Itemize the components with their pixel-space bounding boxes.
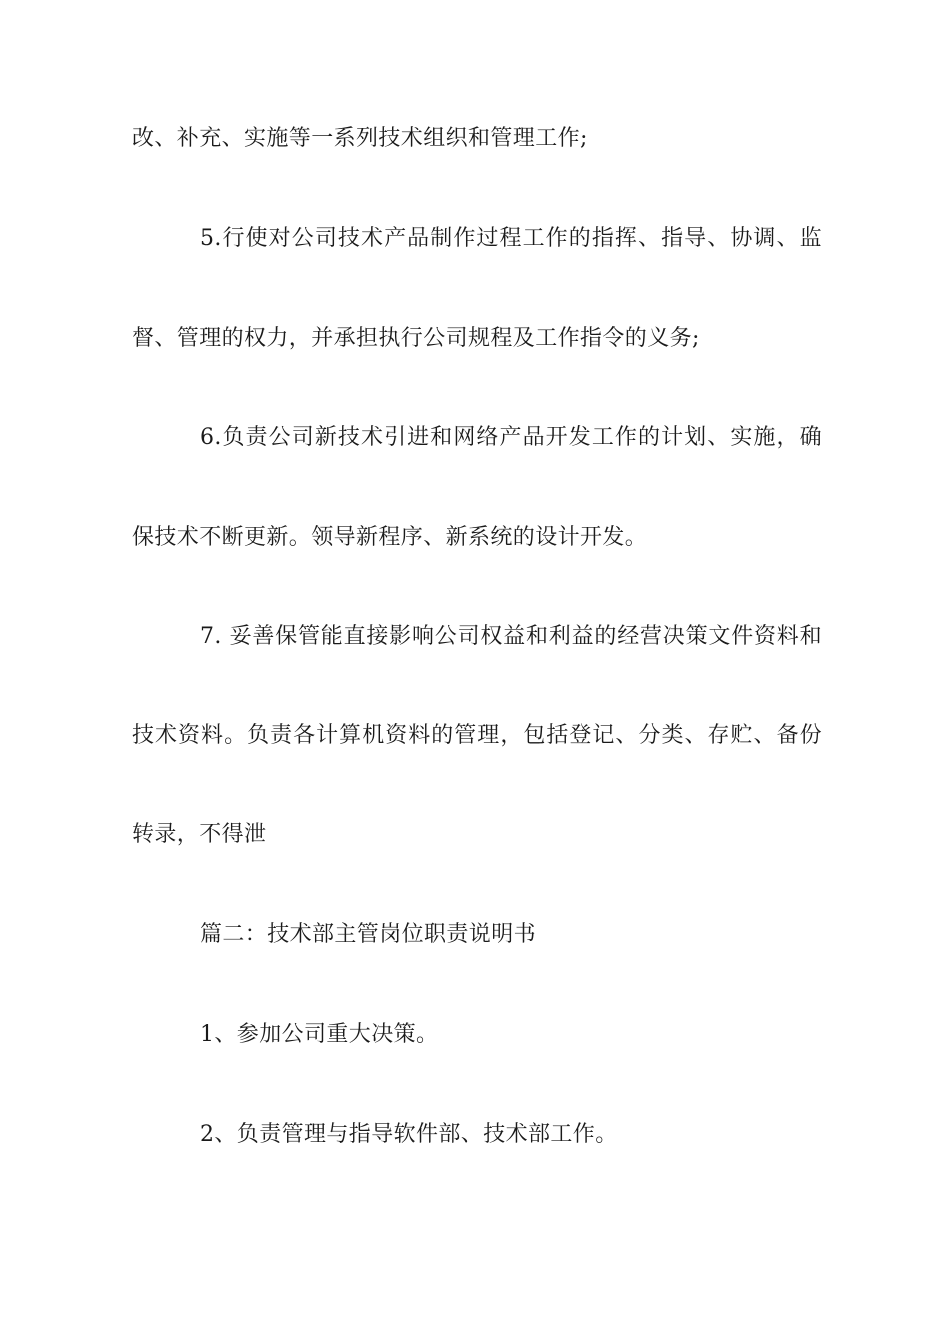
list-item-2: 2、负责管理与指导软件部、技术部工作。 (200, 1122, 618, 1147)
text-line-item-4-continuation: 改、补充、实施等一系列技术组织和管理工作; (132, 126, 588, 151)
section-heading: 篇二：技术部主管岗位职责说明书 (200, 922, 537, 947)
text-line-item-5-start: 5.行使对公司技术产品制作过程工作的指挥、指导、协调、监 (200, 226, 822, 251)
text-line-item-5-end: 督、管理的权力，并承担执行公司规程及工作指令的义务; (132, 326, 700, 351)
text-line-item-7-end: 转录，不得泄 (132, 822, 267, 847)
list-item-1: 1、参加公司重大决策。 (200, 1022, 439, 1047)
text-line-item-7-start: 7. 妥善保管能直接影响公司权益和利益的经营决策文件资料和 (200, 624, 822, 649)
text-line-item-6-end: 保技术不断更新。领导新程序、新系统的设计开发。 (132, 525, 648, 550)
text-line-item-6-start: 6.负责公司新技术引进和网络产品开发工作的计划、实施，确 (200, 425, 822, 450)
text-line-item-7-middle: 技术资料。负责各计算机资料的管理，包括登记、分类、存贮、备份 (132, 723, 822, 748)
